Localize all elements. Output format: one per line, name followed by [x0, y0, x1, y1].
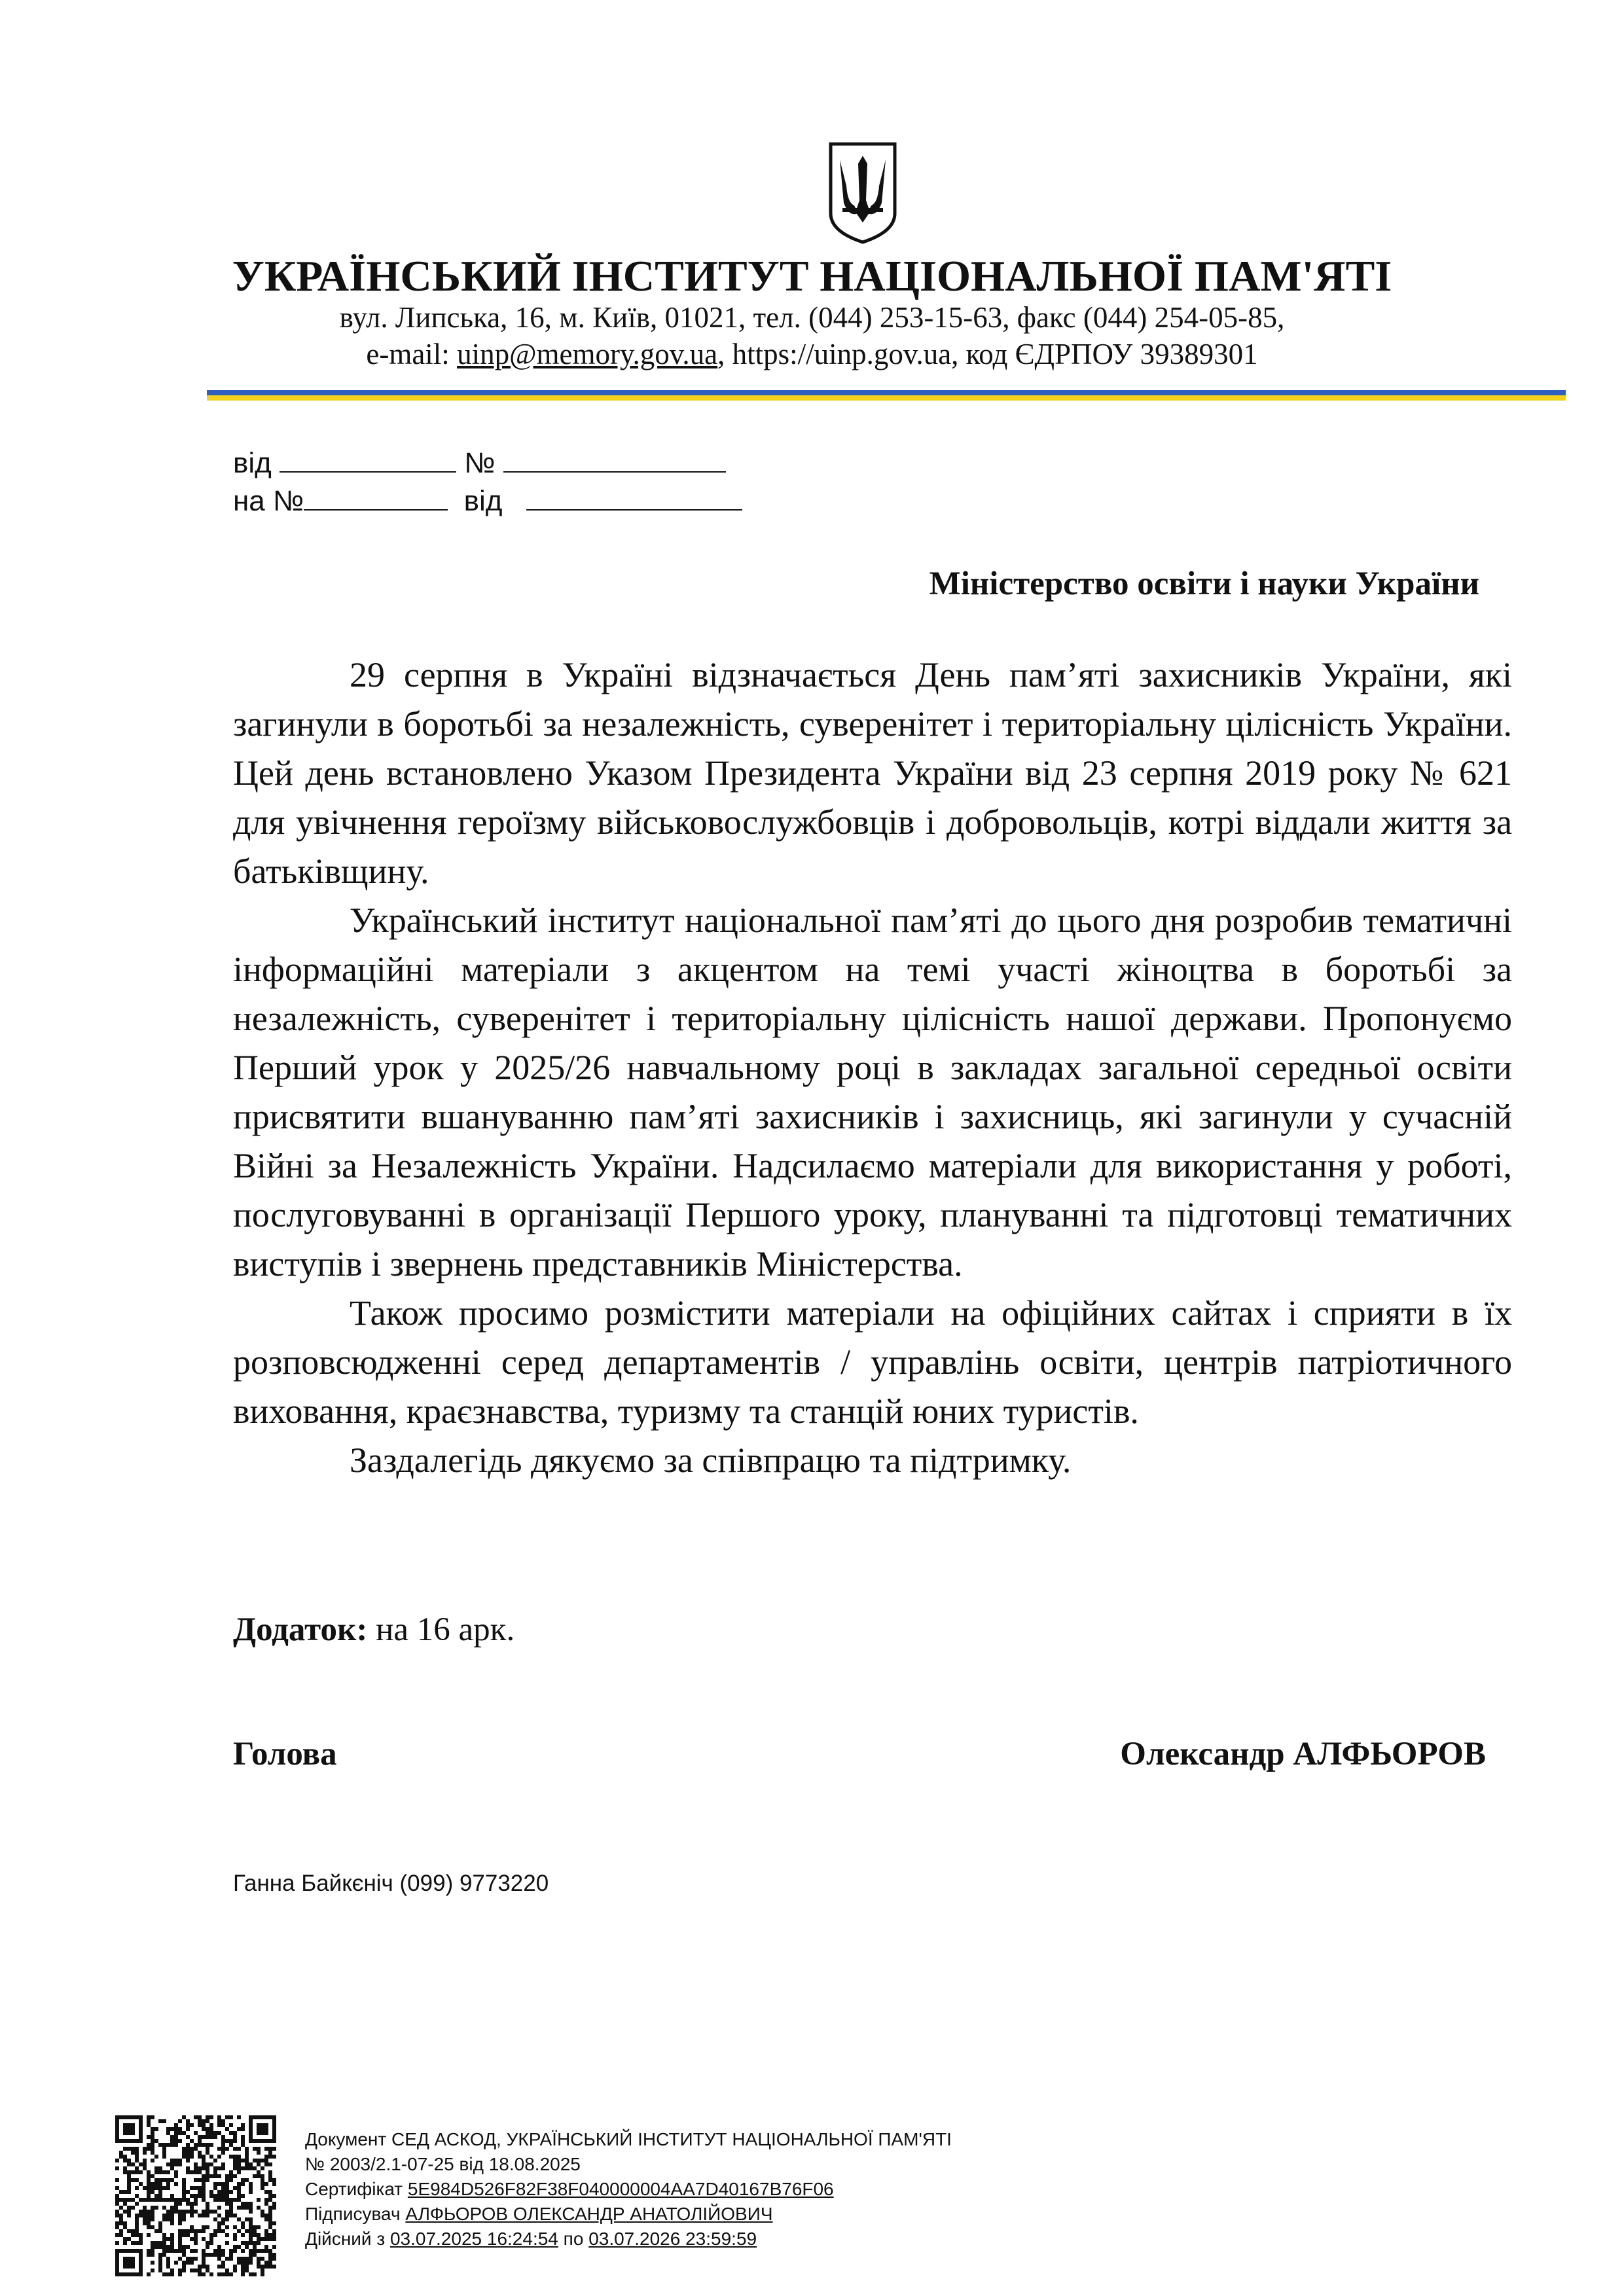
header-stripe-blue — [207, 390, 1566, 395]
number-label: № — [464, 447, 496, 479]
stamp-system-line: Документ СЕД АСКОД, УКРАЇНСЬКИЙ ІНСТИТУТ НАЦІОНАЛЬНОЇ ПАМ'ЯТІ — [305, 2129, 952, 2149]
paragraph: Український інститут національної пам’яті до цього дня розробив тематичні інформаційні матеріали з акцентом на темі участі жіноцтва в боротьбі за незалежність, суверенітет і територіальну цілісність нашої держави. Пропонуємо Перший урок у 2025/26 навчальному році в закладах загальної середньої освіти присвятити вшануванню пам’яті захисників і захисниць, які загинули у сучасній Війні за Незалежність України. Надсилаємо матеріали для використання у роботі, послуговуванні в організації Першого уроку, плануванні та підготовці тематичних виступів і звернень представників Міністерства. — [233, 901, 1512, 1283]
paragraph: Також просимо розмістити матеріали на офіційних сайтах і сприяти в їх розповсюдженні серед департаментів / управлінь освіти, центрів патріотичного виховання, краєзнавства, туризму та станцій юних туристів. — [233, 1293, 1512, 1431]
stamp-signer — [305, 2202, 952, 2227]
email-link[interactable]: uinp@memory.gov.ua — [457, 338, 718, 370]
attachment-label: Додаток: — [233, 1611, 368, 1648]
qr-code-icon — [115, 2115, 276, 2276]
signer-link[interactable]: АЛФЬОРОВ ОЛЕКСАНДР АНАТОЛІЙОВИЧ — [405, 2204, 773, 2224]
from-label: від — [233, 447, 272, 479]
valid-to-link[interactable]: 03.07.2026 23:59:59 — [588, 2229, 757, 2249]
signer-position: Голова — [233, 1736, 337, 1772]
attachment-note — [233, 1610, 514, 1649]
valid-label: Дійсний з — [305, 2229, 390, 2249]
signer-label: Підписувач — [305, 2204, 406, 2224]
re-number-label: на № — [233, 485, 304, 517]
paragraph: Заздалегідь дякуємо за співпрацю та підтримку. — [350, 1441, 1072, 1480]
site-and-code: , https://uinp.gov.ua, код ЄДРПОУ 39389301 — [717, 338, 1258, 370]
outgoing-reference — [233, 445, 726, 480]
incoming-reference — [233, 483, 742, 518]
stamp-certificate — [305, 2177, 952, 2202]
attachment-value: на 16 арк. — [367, 1611, 515, 1648]
recipient: Міністерство освіти і науки України — [929, 565, 1479, 602]
letter-body — [233, 651, 1512, 1485]
number-blank — [503, 445, 726, 473]
valid-to-label: по — [558, 2229, 589, 2249]
re-from-label: від — [463, 485, 503, 517]
re-number-blank — [304, 483, 448, 511]
date-blank — [280, 445, 456, 473]
header-stripe-yellow — [207, 395, 1566, 401]
email-prefix: e-mail: — [366, 338, 458, 370]
organization-name: УКРАЇНСЬКИЙ ІНСТИТУТ НАЦІОНАЛЬНОЇ ПАМ'ЯТІ — [232, 252, 1392, 300]
electronic-signature-stamp — [305, 2127, 952, 2251]
stamp-document-number: № 2003/2.1-07-25 від 18.08.2025 — [305, 2154, 581, 2174]
certificate-link[interactable]: 5E984D526F82F38F040000004AA7D40167B76F06 — [407, 2179, 834, 2199]
valid-from-link[interactable]: 03.07.2025 16:24:54 — [389, 2229, 558, 2249]
trident-coat-of-arms-icon — [827, 140, 899, 245]
signer-name: Олександр АЛФЬОРОВ — [1120, 1736, 1486, 1772]
re-date-blank — [526, 483, 742, 511]
executor-contact: Ганна Байкєніч (099) 9773220 — [233, 1871, 549, 1896]
stamp-validity — [305, 2227, 952, 2251]
organization-contacts — [0, 336, 1624, 372]
paragraph: 29 серпня в Україні відзначається День пам’яті захисників України, які загинули в боротьбі за незалежність, суверенітет і територіальну цілісність України. Цей день встановлено Указом Президента України від 23 серпня 2019 року № 621 для увічнення героїзму військовослужбовців і добровольців, котрі віддали життя за батьківщину. — [233, 655, 1512, 891]
organization-address: вул. Липська, 16, м. Київ, 01021, тел. (044) 253-15-63, факс (044) 254-05-85, — [339, 301, 1285, 334]
certificate-label: Сертифікат — [305, 2179, 408, 2199]
